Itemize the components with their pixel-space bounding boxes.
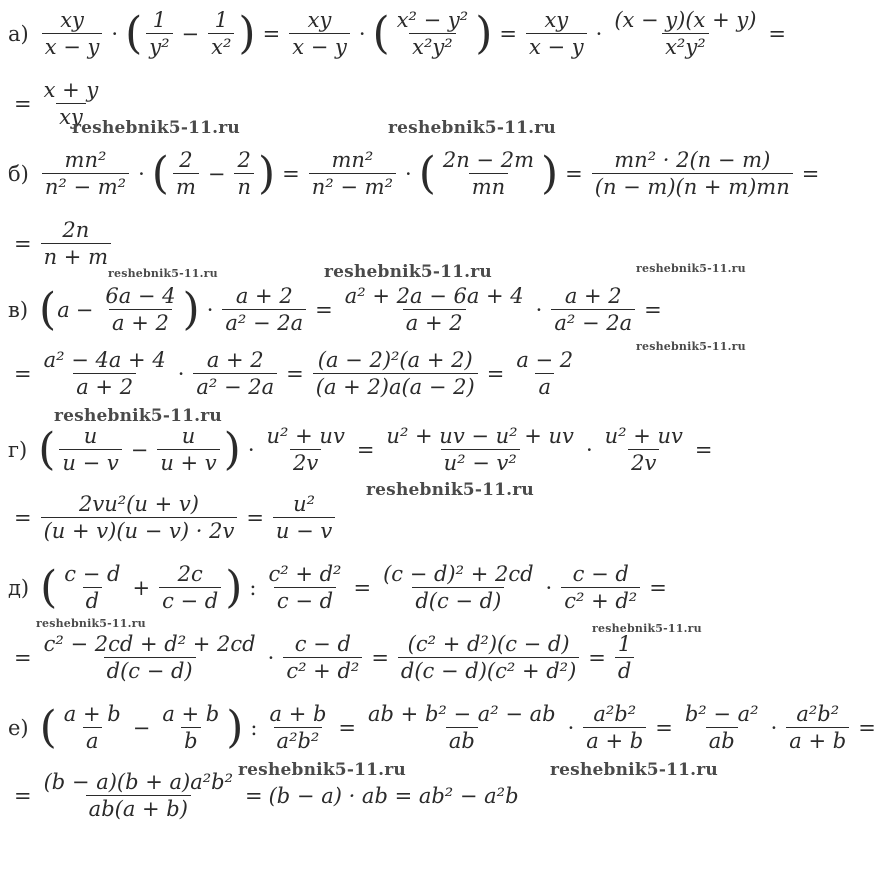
- operator: =: [768, 21, 787, 46]
- denominator: a: [83, 727, 102, 753]
- numerator: u²: [293, 492, 316, 516]
- operator: −: [130, 437, 149, 462]
- label-v: в): [8, 297, 29, 322]
- parenthesis: ): [182, 283, 200, 335]
- equation-v-line1: в) ( a − $\frac{6a - 4}{a + 2}$ ) · $\frac{a + 2}{\text{a² − 2a}}$ = $\frac{\text{a² + 2a − 6a + 4}}{a + 2}$ · $\frac{a + 2}{\text{a² − 2a}}$ =: [8, 283, 662, 335]
- denominator: 2v: [290, 449, 321, 475]
- fraction: [602, 424, 686, 475]
- operator: =: [649, 575, 667, 600]
- fraction: [273, 492, 335, 543]
- operator: ·: [545, 575, 553, 600]
- fraction: [41, 770, 236, 821]
- watermark: reshebnik5-11.ru: [550, 760, 718, 780]
- numerator: mn² · 2(n − m): [614, 148, 771, 172]
- fraction: [383, 424, 577, 475]
- numerator: (a − 2)²(a + 2): [317, 348, 473, 372]
- denominator: a + b: [583, 727, 646, 753]
- watermark: reshebnik5-11.ru: [238, 760, 406, 780]
- watermark: reshebnik5-11.ru: [72, 118, 240, 138]
- label-b: б): [8, 161, 29, 186]
- numerator: (x − y)(x + y): [614, 8, 757, 32]
- fraction: [159, 562, 221, 613]
- fraction: [146, 8, 172, 59]
- numerator: xy: [60, 8, 84, 32]
- operator: =: [246, 505, 264, 530]
- fraction: [786, 702, 849, 753]
- fraction: [289, 8, 350, 59]
- operator: =: [14, 361, 32, 386]
- operator: ·: [177, 361, 185, 386]
- denominator: 2v: [628, 449, 659, 475]
- denominator: u − v: [273, 517, 335, 543]
- numerator: 1: [617, 632, 632, 656]
- fraction: [592, 148, 793, 199]
- operator: ·: [358, 21, 366, 46]
- denominator: a + 2: [73, 373, 136, 399]
- operator: :: [250, 715, 258, 740]
- numerator: mn²: [64, 148, 107, 172]
- denominator: b: [181, 727, 200, 753]
- label-a: а): [8, 21, 29, 46]
- numerator: a² + 2a − 6a + 4: [344, 284, 524, 308]
- denominator: (n − m)(n + m)mn: [592, 173, 793, 199]
- fraction: [513, 348, 576, 399]
- equation-d-line1: [8, 562, 673, 613]
- numerator: a + b: [269, 702, 327, 726]
- operator: ·: [535, 297, 543, 322]
- fraction: [59, 424, 121, 475]
- operator: ·: [247, 437, 255, 462]
- fraction: [615, 632, 634, 683]
- fraction: [264, 424, 348, 475]
- denominator: d(c − d): [412, 587, 504, 613]
- denominator: mn: [469, 173, 508, 199]
- operator: ·: [770, 715, 778, 740]
- denominator: d(c − d)(c² + d²): [398, 657, 579, 683]
- numerator: 2c: [177, 562, 203, 586]
- numerator: a²b²: [796, 702, 840, 726]
- fraction: [222, 284, 306, 335]
- fraction: [41, 218, 111, 269]
- denominator: c² + d²: [561, 587, 640, 613]
- numerator: u² + uv: [266, 424, 345, 448]
- denominator: a² − 2a: [193, 373, 277, 399]
- operator: =: [282, 161, 300, 186]
- operator: +: [132, 575, 151, 600]
- equation-b-result: [8, 218, 114, 269]
- denominator: a²b²: [274, 727, 323, 753]
- fraction: [41, 348, 169, 399]
- numerator: c² + d²: [268, 562, 342, 586]
- operator: =: [14, 231, 32, 256]
- equation-e-line1: [8, 702, 882, 753]
- denominator: c² + d²: [283, 657, 362, 683]
- fraction: [394, 8, 472, 59]
- operator: =: [353, 575, 372, 600]
- operator: :: [249, 575, 257, 600]
- fraction: [283, 632, 362, 683]
- numerator: 1: [152, 8, 167, 32]
- operator: =: [245, 783, 263, 808]
- operator: =: [14, 91, 32, 116]
- parenthesis: ): [475, 7, 493, 59]
- denominator: n² − m²: [42, 173, 129, 199]
- denominator: xy: [56, 103, 86, 129]
- fraction: [583, 702, 646, 753]
- numerator: a² − 4a + 4: [43, 348, 166, 372]
- operator: ·: [595, 21, 603, 46]
- denominator: u − v: [59, 449, 121, 475]
- denominator: a² − 2a: [222, 309, 306, 335]
- fraction: [159, 702, 222, 753]
- denominator: u + v: [157, 449, 219, 475]
- numerator: 2n: [62, 218, 90, 242]
- denominator: n + m: [41, 243, 111, 269]
- numerator: 2n − 2m: [442, 148, 534, 172]
- denominator: a + b: [786, 727, 849, 753]
- operator: ·: [111, 21, 119, 46]
- fraction: [193, 348, 277, 399]
- denominator: x²y²: [409, 33, 456, 59]
- fraction: [309, 148, 396, 199]
- denominator: d(c − d): [104, 657, 196, 683]
- fraction: [561, 562, 640, 613]
- operator: =: [14, 645, 32, 670]
- numerator: 1: [214, 8, 228, 32]
- numerator: a + 2: [235, 284, 293, 308]
- fraction: [526, 8, 587, 59]
- equation-b-line1: [8, 148, 825, 199]
- numerator: u: [181, 424, 196, 448]
- numerator: a²b²: [593, 702, 637, 726]
- equation-v-line2: [8, 348, 579, 399]
- numerator: 2vu²(u + v): [79, 492, 199, 516]
- numerator: a + 2: [206, 348, 264, 372]
- numerator: a + b: [63, 702, 121, 726]
- parenthesis: (: [372, 7, 390, 59]
- operator: =: [14, 783, 32, 808]
- operator: ·: [567, 715, 575, 740]
- numerator: a + b: [162, 702, 220, 726]
- fraction: [102, 284, 178, 335]
- fraction: [398, 632, 579, 683]
- fraction: [365, 702, 559, 753]
- operator: −: [181, 21, 200, 46]
- label-d: д): [8, 575, 30, 600]
- operator: ·: [138, 161, 145, 186]
- operator: ·: [267, 645, 275, 670]
- denominator: n: [234, 173, 254, 199]
- denominator: d: [615, 657, 634, 683]
- fraction: [42, 148, 129, 199]
- fraction: [682, 702, 762, 753]
- denominator: y²: [146, 33, 172, 59]
- fraction: [380, 562, 536, 613]
- numerator: (c − d)² + 2cd: [383, 562, 534, 586]
- operator: =: [499, 21, 517, 46]
- operator: =: [655, 715, 673, 740]
- parenthesis: ): [540, 147, 559, 199]
- operator: =: [644, 297, 662, 322]
- numerator: 6a − 4: [105, 284, 176, 308]
- parenthesis: (: [39, 701, 57, 753]
- fraction: [173, 148, 199, 199]
- operator: =: [486, 361, 505, 386]
- operator: =: [262, 21, 281, 46]
- watermark: reshebnik5-11.ru: [388, 118, 556, 138]
- denominator: ab: [446, 727, 478, 753]
- fraction: [61, 562, 123, 613]
- fraction: [42, 8, 103, 59]
- fraction: [234, 148, 254, 199]
- denominator: x²: [208, 33, 234, 59]
- denominator: a + 2: [109, 309, 172, 335]
- operator: =: [338, 715, 357, 740]
- numerator: c − d: [294, 632, 351, 656]
- fraction: [265, 562, 344, 613]
- numerator: c − d: [64, 562, 121, 586]
- fraction: [611, 8, 759, 59]
- numerator: 2: [179, 148, 193, 172]
- watermark: reshebnik5-11.ru: [36, 617, 146, 630]
- operator: ·: [585, 437, 593, 462]
- fraction: [41, 632, 259, 683]
- denominator: c − d: [274, 587, 336, 613]
- parenthesis: (: [125, 7, 143, 59]
- parenthesis: (: [418, 147, 436, 199]
- denominator: m: [173, 173, 199, 199]
- denominator: u² − v²: [441, 449, 520, 475]
- operator: =: [286, 361, 304, 386]
- numerator: x + y: [43, 78, 99, 102]
- fraction: [61, 702, 124, 753]
- operator: =: [858, 715, 876, 740]
- numerator: u: [83, 424, 98, 448]
- denominator: x − y: [289, 33, 350, 59]
- fraction: [267, 702, 330, 753]
- numerator: 2: [237, 148, 251, 172]
- parenthesis: (: [39, 283, 57, 335]
- parenthesis: ): [225, 561, 243, 613]
- denominator: d: [83, 587, 102, 613]
- numerator: u² + uv: [604, 424, 683, 448]
- operator: −: [75, 297, 94, 322]
- numerator: mn²: [331, 148, 374, 172]
- denominator: ab(a + b): [86, 795, 191, 821]
- numerator: xy: [544, 8, 569, 32]
- parenthesis: ): [238, 7, 256, 59]
- operator: =: [588, 645, 606, 670]
- numerator: c² − 2cd + d² + 2cd: [43, 632, 256, 656]
- denominator: x − y: [526, 33, 587, 59]
- numerator: (b − a)(b + a)a²b²: [43, 770, 233, 794]
- denominator: (u + v)(u − v) · 2v: [41, 517, 238, 543]
- numerator: a − 2: [516, 348, 574, 372]
- operator: =: [694, 437, 713, 462]
- denominator: c − d: [159, 587, 221, 613]
- label-g: г): [8, 437, 28, 462]
- numerator: c − d: [572, 562, 629, 586]
- fraction: [208, 8, 234, 59]
- fraction: [551, 284, 635, 335]
- watermark: reshebnik5-11.ru: [592, 622, 702, 635]
- parenthesis: (: [38, 423, 56, 475]
- fraction: [342, 284, 527, 335]
- operator: −: [132, 715, 151, 740]
- parenthesis: (: [40, 561, 58, 613]
- equation-e-tail: (b − a) · ab = ab² − a²b: [268, 783, 519, 808]
- numerator: u² + uv − u² + uv: [386, 424, 574, 448]
- label-e: е): [8, 715, 29, 740]
- denominator: x²y²: [662, 33, 709, 59]
- numerator: (c² + d²)(c − d): [407, 632, 570, 656]
- denominator: x − y: [42, 33, 103, 59]
- watermark: reshebnik5-11.ru: [324, 262, 492, 282]
- parenthesis: (: [151, 147, 169, 199]
- watermark: reshebnik5-11.ru: [108, 267, 218, 280]
- watermark: reshebnik5-11.ru: [636, 262, 746, 275]
- denominator: a² − 2a: [551, 309, 635, 335]
- operator: =: [14, 505, 32, 530]
- operator: =: [801, 161, 820, 186]
- parenthesis: ): [226, 701, 244, 753]
- operator: ·: [206, 297, 214, 322]
- fraction: [41, 492, 238, 543]
- operator: −: [207, 161, 226, 186]
- numerator: b² − a²: [684, 702, 759, 726]
- watermark: reshebnik5-11.ru: [54, 406, 222, 426]
- parenthesis: ): [258, 147, 276, 199]
- equation-g-line1: [8, 424, 719, 475]
- parenthesis: ): [223, 423, 241, 475]
- numerator: xy: [307, 8, 332, 32]
- watermark: reshebnik5-11.ru: [636, 340, 746, 353]
- denominator: ab: [706, 727, 738, 753]
- denominator: n² − m²: [309, 173, 396, 199]
- numerator: ab + b² − a² − ab: [368, 702, 556, 726]
- operator: =: [371, 645, 389, 670]
- watermark: reshebnik5-11.ru: [366, 480, 534, 500]
- operator: =: [565, 161, 583, 186]
- numerator: x² − y²: [396, 8, 469, 32]
- fraction: [440, 148, 537, 199]
- operator: =: [356, 437, 375, 462]
- equation-g-line2: [8, 492, 338, 543]
- equation-d-line2: [8, 632, 637, 683]
- denominator: a + 2: [403, 309, 466, 335]
- equation-a-line1: [8, 8, 792, 59]
- fraction: [313, 348, 478, 399]
- fraction: [157, 424, 219, 475]
- numerator: a + 2: [564, 284, 622, 308]
- denominator: (a + 2)a(a − 2): [313, 373, 478, 399]
- operator: ·: [405, 161, 412, 186]
- denominator: a: [535, 373, 554, 399]
- operator: =: [315, 297, 333, 322]
